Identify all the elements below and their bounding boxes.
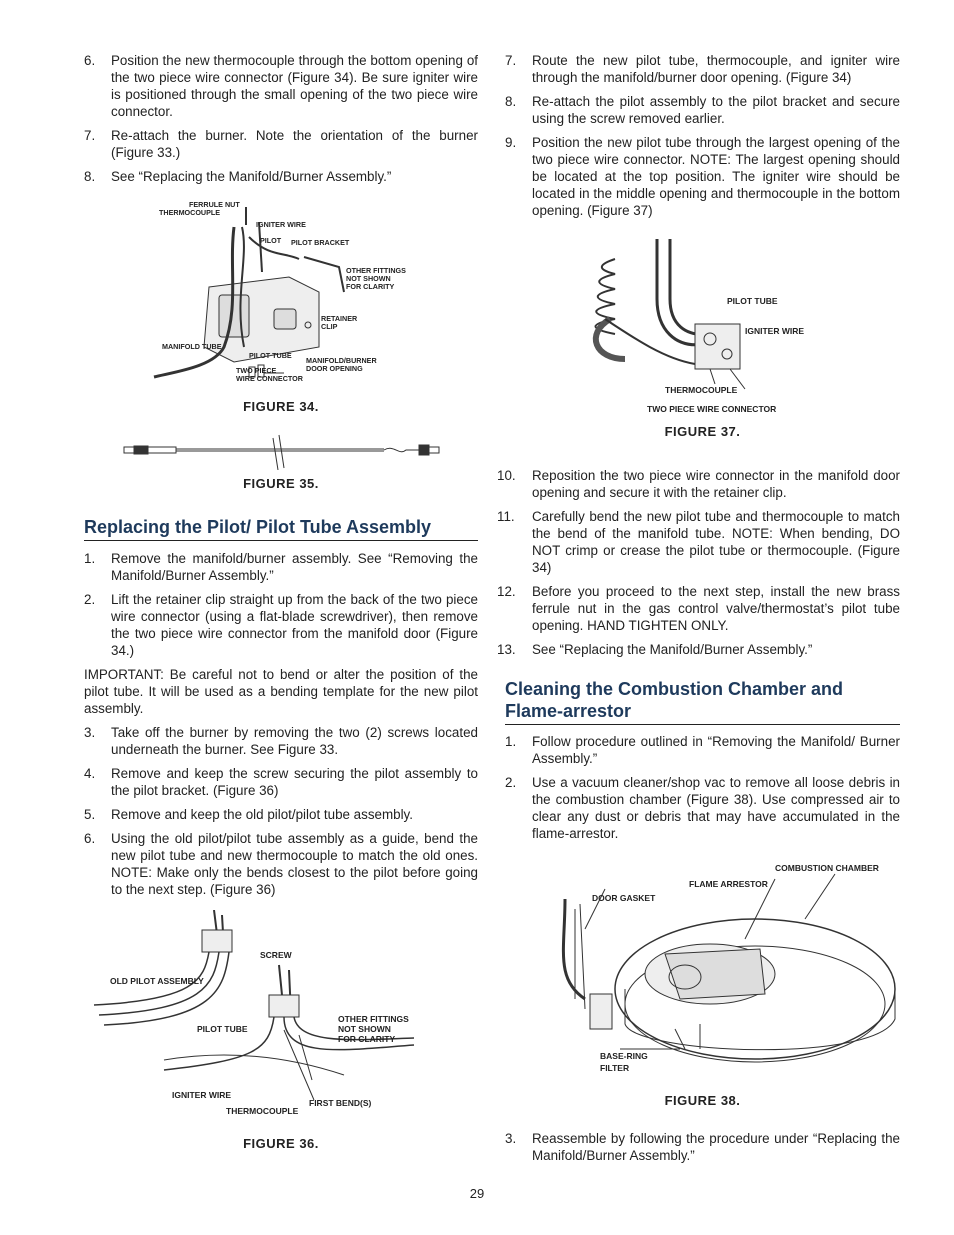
label-manifold-door: MANIFOLD/BURNER DOOR OPENING <box>306 356 377 373</box>
label-igniter-wire: IGNITER WIRE <box>745 326 805 336</box>
figure-38 <box>505 849 900 1124</box>
steps-list-c <box>84 724 478 898</box>
figure-35-caption: FIGURE 35. <box>243 476 319 491</box>
list-item: 3. Take off the burner by removing the two (2) screws located underneath the burner. See Figure 33. <box>84 725 478 757</box>
label-base-ring: BASE-RING <box>600 1051 648 1061</box>
list-item: 1. Follow procedure outlined in “Removing the Manifold/ Burner Assembly.” <box>505 734 900 766</box>
label-door-gasket: DOOR GASKET <box>592 893 656 903</box>
figure-36-illustration <box>84 910 478 1130</box>
label-two-piece: TWO PIECE WIRE CONNECTOR <box>647 404 777 414</box>
list-item: 4. Remove and keep the screw securing the pilot assembly to the pilot bracket. (Figure 36) <box>84 766 478 798</box>
figure-34 <box>84 197 478 422</box>
figure-36 <box>84 910 478 1160</box>
steps-list-d <box>505 1130 900 1164</box>
label-first-bends: FIRST BEND(S) <box>309 1098 372 1108</box>
label-filter: FILTER <box>600 1063 630 1073</box>
label-thermocouple: THERMOCOUPLE <box>226 1106 299 1116</box>
steps-list-a <box>505 52 900 219</box>
label-retainer-clip: RETAINER CLIP <box>321 314 358 331</box>
label-other-fittings: OTHER FITTINGS NOT SHOWN FOR CLARITY <box>338 1014 409 1044</box>
label-old-pilot: OLD PILOT ASSEMBLY <box>110 976 204 986</box>
label-screw: SCREW <box>260 950 292 960</box>
list-item: 6. Position the new thermocouple through the bottom opening of the two piece wire connector (Figure 34). Be sure igniter wire is positioned through the small opening of the two piece wire connector. <box>84 53 478 119</box>
label-combustion-chamber: COMBUSTION CHAMBER <box>775 863 879 873</box>
list-item: 9. Position the new pilot tube through the largest opening of the two piece wire connector. NOTE: The largest opening should be located at the top position. The igniter wire should be located in the middle opening and thermocouple in the bottom opening. (Figure 37) <box>505 135 900 218</box>
label-thermocouple: THERMOCOUPLE <box>159 208 221 217</box>
figure-37-illustration <box>505 239 900 429</box>
list-item: 8. Re-attach the pilot assembly to the pilot bracket and secure using the screw removed earlier. <box>505 94 900 126</box>
list-item: 6. Using the old pilot/pilot tube assembly as a guide, bend the new pilot tube and new thermocouple to match the old ones. NOTE: Make only the bends closest to the pilot before going to the next step. (Figure 36) <box>84 831 478 897</box>
label-pilot: PILOT <box>260 236 282 245</box>
steps-list-c <box>505 733 900 842</box>
left-column <box>84 52 478 1160</box>
label-pilot-tube: PILOT TUBE <box>249 351 292 360</box>
figure-35 <box>84 430 478 500</box>
list-item: 8. See “Replacing the Manifold/Burner Assembly.” <box>84 169 392 184</box>
list-item: 7. Re-attach the burner. Note the orientation of the burner (Figure 33.) <box>84 128 478 160</box>
list-item: 12. Before you proceed to the next step, install the new brass ferrule nut in the gas control valve/thermostat’s pilot tube opening. HAND TIGHTEN ONLY. <box>497 584 900 633</box>
figure-38-caption: FIGURE 38. <box>664 1093 741 1108</box>
list-item: 11. Carefully bend the new pilot tube and thermocouple to match the bend of the manifold tube. NOTE: When bending, DO NOT crimp or crease the pilot tube or thermocouple. (Figure 34) <box>497 509 900 575</box>
figure-35-illustration <box>84 430 478 470</box>
label-two-piece: TWO PIECE WIRE CONNECTOR <box>236 366 303 383</box>
list-item: 10. Reposition the two piece wire connector in the manifold door opening and secure it with the retainer clip. <box>497 468 900 500</box>
important-note: IMPORTANT: Be careful not to bend or alter the position of the pilot tube. It will be used as a bending template for the new pilot assembly. <box>84 667 478 716</box>
figure-36-caption: FIGURE 36. <box>243 1136 319 1151</box>
list-item: 1. Remove the manifold/burner assembly. See “Removing the Manifold/Burner Assembly.” <box>84 551 478 583</box>
label-other-fittings: OTHER FITTINGS NOT SHOWN FOR CLARITY <box>346 266 406 291</box>
figure-37 <box>505 239 900 457</box>
label-flame-arrestor: FLAME ARRESTOR <box>689 879 768 889</box>
figure-37-caption: FIGURE 37. <box>664 424 741 439</box>
label-pilot-tube: PILOT TUBE <box>197 1024 248 1034</box>
steps-list-b <box>497 467 900 658</box>
list-item: 13. See “Replacing the Manifold/Burner Assembly.” <box>497 642 813 657</box>
list-item: 5. Remove and keep the old pilot/pilot tube assembly. <box>84 807 413 822</box>
steps-list-b <box>84 550 478 659</box>
list-item: 2. Lift the retainer clip straight up from the back of the two piece wire connector (using a flat-blade screwdriver), then remove the two piece wire connector from the manifold door (Figure 34.) <box>84 592 478 658</box>
label-manifold-tube: MANIFOLD TUBE <box>162 342 222 351</box>
label-igniter-wire: IGNITER WIRE <box>172 1090 232 1100</box>
section-heading-cleaning: Cleaning the Combustion Chamber and Flame-arrestor <box>505 678 900 725</box>
section-heading-pilot: Replacing the Pilot/ Pilot Tube Assembly <box>84 516 478 541</box>
label-pilot-tube: PILOT TUBE <box>727 296 778 306</box>
list-item: 3. Reassemble by following the procedure under “Replacing the Manifold/Burner Assembly.” <box>505 1131 900 1163</box>
label-pilot-bracket: PILOT BRACKET <box>291 238 350 247</box>
page-number: 29 <box>469 1186 485 1201</box>
label-thermocouple: THERMOCOUPLE <box>665 385 738 395</box>
list-item: 2. Use a vacuum cleaner/shop vac to remove all loose debris in the combustion chamber (Figure 38). Use compressed air to clear any dust or debris that may have accumulated in the flame-arrestor. <box>505 775 900 841</box>
figure-34-caption: FIGURE 34. <box>243 399 319 414</box>
right-column <box>497 52 900 1171</box>
steps-list-a <box>84 52 478 185</box>
label-ferrule-nut: FERRULE NUT <box>189 200 240 209</box>
list-item: 7. Route the new pilot tube, thermocouple, and igniter wire through the manifold/burner door opening. (Figure 34) <box>505 53 900 85</box>
label-igniter-wire: IGNITER WIRE <box>256 220 306 229</box>
